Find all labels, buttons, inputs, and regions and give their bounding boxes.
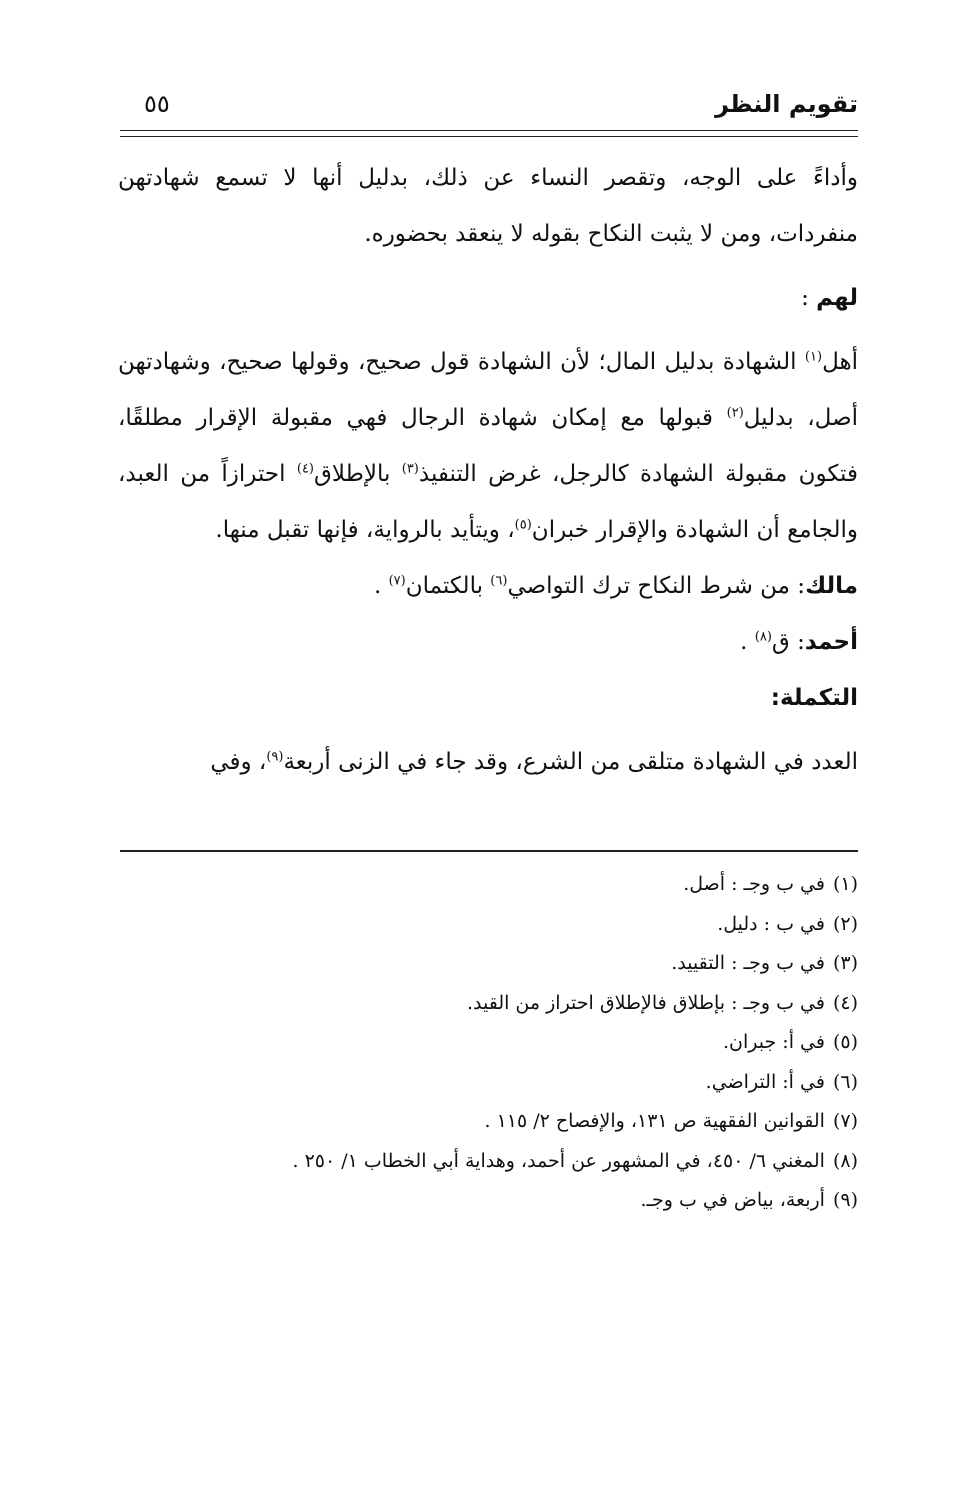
takmila-heading	[118, 670, 858, 726]
lahum-colon: :	[801, 285, 809, 311]
header-double-rule	[120, 130, 858, 137]
text-run: .	[373, 573, 389, 599]
footnote-number: (٦)	[832, 1070, 858, 1093]
running-header	[120, 88, 858, 128]
footnote-ref-8[interactable]: (٨)	[754, 629, 772, 645]
footnote-text: في ب وجـ : التقييد.	[671, 952, 825, 974]
footnote-item	[118, 1142, 858, 1182]
footnote-item	[118, 944, 858, 984]
footnote-item	[118, 1023, 858, 1063]
malik-line	[118, 558, 858, 614]
takmila-label: التكملة:	[770, 685, 858, 711]
main-text	[118, 150, 858, 790]
lahum-heading	[118, 270, 858, 326]
footnote-ref-6[interactable]: (٦)	[490, 573, 508, 589]
text-run: الشهادة بدليل المال؛ لأن الشهادة قول صحيح، وقولها صحيح، وشهادتهن أصل، بدليل	[118, 349, 858, 431]
running-title: تقويم النظر	[715, 90, 858, 118]
spacer	[118, 726, 858, 734]
lahum-label: لهم	[816, 285, 858, 311]
text-run: : من شرط النكاح ترك التواصي	[507, 573, 806, 599]
footnote-text: أربعة، بياض في ب وجـ.	[640, 1189, 825, 1211]
page-number: ٥٥	[144, 90, 170, 118]
paragraph-1: وأداءً على الوجه، وتقصر النساء عن ذلك، بدليل أنها لا تسمع شهادتهن منفردات، ومن لا يثبت النكاح بقوله لا ينعقد بحضوره.	[118, 165, 858, 247]
footnote-number: (١)	[832, 873, 858, 895]
footnote-number: (٤)	[832, 991, 858, 1014]
footnote-number: (٩)	[832, 1189, 858, 1211]
footnote-number: (٥)	[832, 1031, 858, 1053]
footnote-ref-1[interactable]: (١)	[804, 349, 823, 365]
text-run: احترازاً من العبد، والجامع أن الشهادة والإقرار خبران	[118, 461, 858, 543]
footnote-text: القوانين الفقهية ص ١٣١، والإفصاح ٢/ ١١٥ .	[484, 1110, 825, 1132]
footnote-item	[118, 1102, 858, 1142]
footnote-ref-5[interactable]: (٥)	[514, 517, 532, 533]
text-run: ، وفي	[210, 749, 267, 775]
footnote-item	[118, 1063, 858, 1103]
text-run: بالإطلاق	[314, 461, 402, 487]
footnote-item	[118, 865, 858, 905]
text-run: قبولها مع إمكان شهادة الرجال فهي مقبولة الإقرار مطلقًا، فتكون مقبولة الشهادة كالرجل، غرض التنفيذ	[118, 405, 858, 487]
footnote-text: في ب وجـ : أصل.	[683, 873, 825, 895]
ahmad-line	[118, 614, 858, 670]
text-run: بالكتمان	[405, 573, 491, 599]
footnote-number: (٣)	[832, 952, 858, 974]
text-run: العدد في الشهادة متلقى من الشرع، وقد جاء في الزنى أربعة	[283, 749, 858, 775]
text-run: أهل	[822, 349, 858, 375]
footnote-number: (٢)	[832, 912, 858, 935]
paragraph-2	[118, 334, 858, 558]
footnote-text: المغني ٦/ ٤٥٠، في المشهور عن أحمد، وهداية أبي الخطاب ١/ ٢٥٠ .	[292, 1149, 825, 1172]
footnote-text: في أ: جبران.	[723, 1031, 825, 1053]
footnote-separator	[120, 850, 858, 852]
footnote-ref-4[interactable]: (٤)	[296, 461, 314, 477]
spacer	[118, 326, 858, 334]
footnote-ref-7[interactable]: (٧)	[388, 573, 406, 589]
spacer	[118, 262, 858, 270]
footnote-item	[118, 1181, 858, 1221]
ahmad-label: أحمد	[804, 629, 858, 655]
footnote-ref-2[interactable]: (٢)	[726, 405, 744, 421]
malik-label: مالك	[805, 573, 858, 599]
footnote-text: في ب : دليل.	[717, 912, 825, 935]
footnote-item	[118, 905, 858, 945]
footnote-text: في أ: التراضي.	[705, 1070, 825, 1093]
text-run: .	[740, 629, 755, 655]
footnote-number: (٨)	[832, 1149, 858, 1172]
last-paragraph	[118, 734, 858, 790]
footnote-number: (٧)	[832, 1110, 858, 1132]
text-run: ، ويتأيد بالرواية، فإنها تقبل منها.	[215, 517, 515, 543]
footnote-ref-3[interactable]: (٣)	[401, 461, 419, 477]
footnotes	[118, 865, 858, 1221]
footnote-text: في ب وجـ : بإطلاق فالإطلاق احتراز من القيد.	[466, 991, 825, 1014]
footnote-item	[118, 984, 858, 1024]
footnote-ref-9[interactable]: (٩)	[266, 749, 284, 765]
text-run: : ق	[771, 629, 805, 655]
